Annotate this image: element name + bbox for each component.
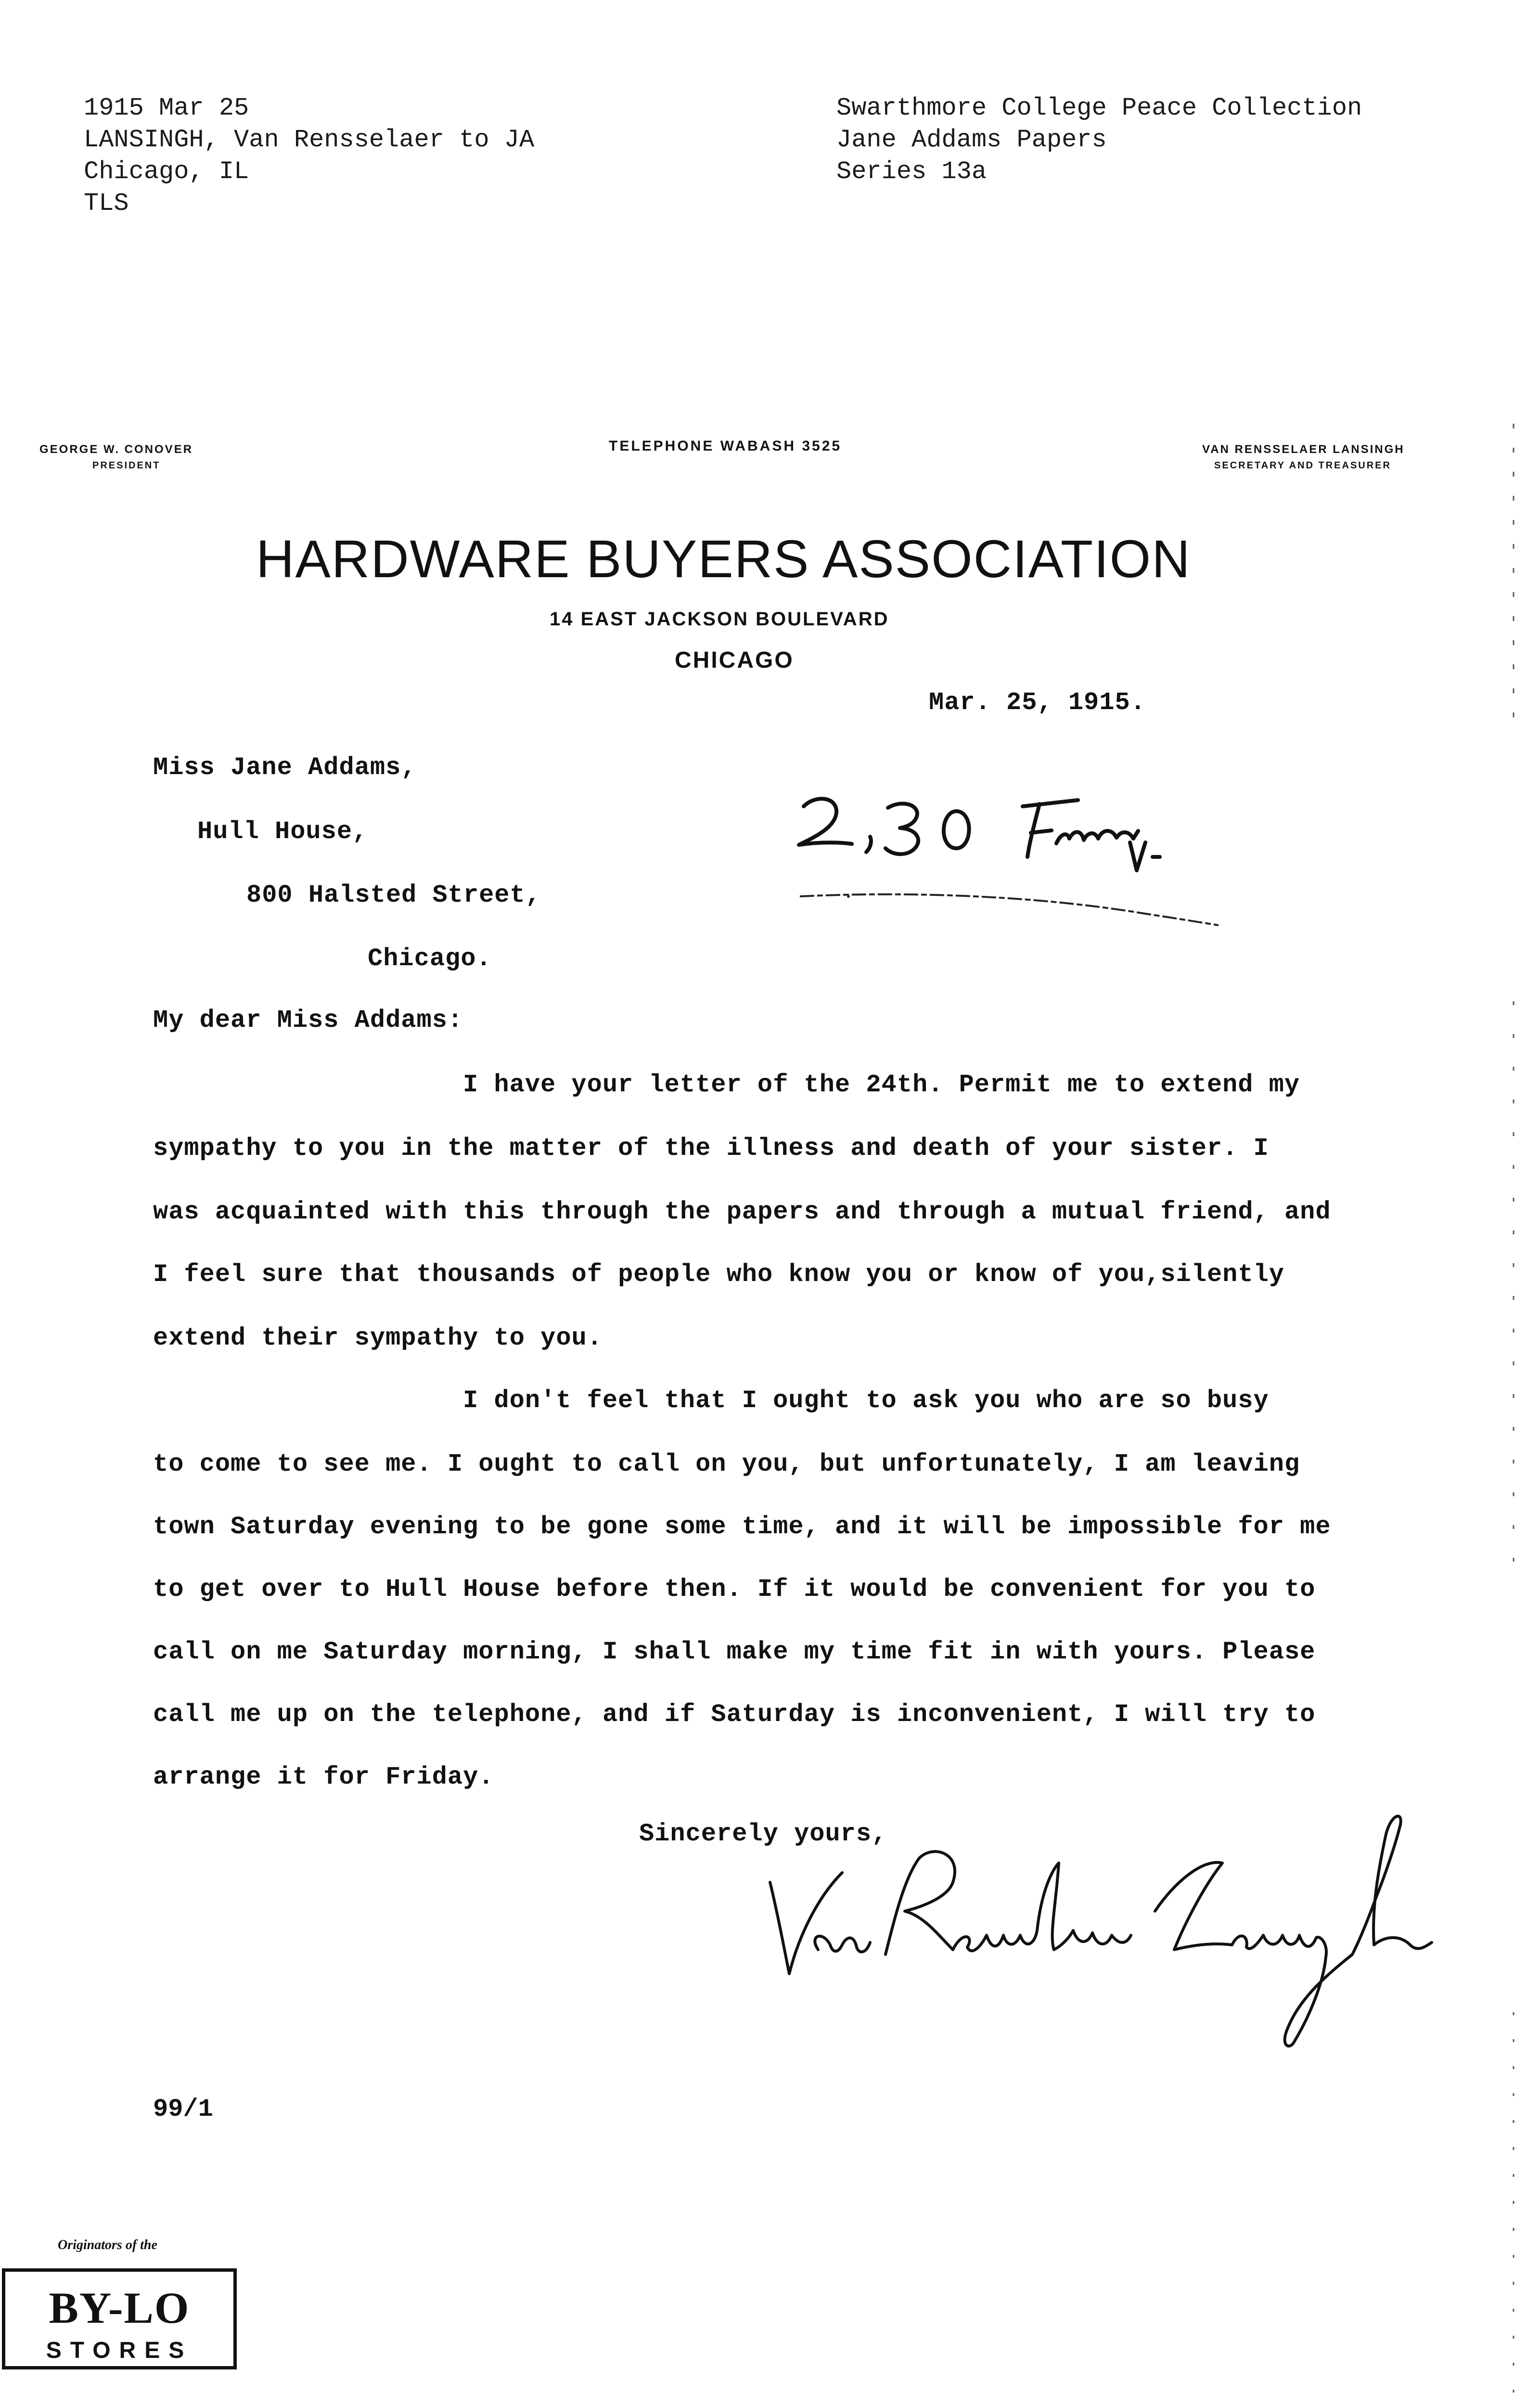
archive-date: 1915 Mar 25 xyxy=(84,94,249,122)
president-title: PRESIDENT xyxy=(92,460,161,471)
secretary-name: VAN RENSSELAER LANSINGH xyxy=(1202,443,1405,456)
organization-name: HARDWARE BUYERS ASSOCIATION xyxy=(256,530,1191,589)
salutation: My dear Miss Addams: xyxy=(153,1006,463,1035)
body-line-12: arrange it for Friday. xyxy=(153,1763,494,1791)
archive-doc-type: TLS xyxy=(84,189,129,218)
archive-series: Series 13a xyxy=(836,157,987,186)
president-name: GEORGE W. CONOVER xyxy=(39,443,193,456)
body-line-10: call on me Saturday morning, I shall make my time fit in with yours. Please xyxy=(153,1638,1316,1666)
handwritten-note xyxy=(780,785,1261,968)
logo-tagline: Originators of the xyxy=(58,2238,157,2252)
archive-collection: Swarthmore College Peace Collection xyxy=(836,94,1362,122)
archive-place: Chicago, IL xyxy=(84,157,249,186)
body-line-9: to get over to Hull House before then. If it would be convenient for you to xyxy=(153,1575,1316,1604)
archive-correspondents: LANSINGH, Van Rensselaer to JA xyxy=(84,126,535,154)
scan-margin-marks xyxy=(1502,424,1530,2407)
recipient-city: Chicago. xyxy=(368,945,492,973)
organization-address: 14 EAST JACKSON BOULEVARD xyxy=(550,608,889,630)
body-line-6: I don't feel that I ought to ask you who are so busy xyxy=(463,1386,1269,1415)
logo-line-1: BY-LO xyxy=(49,2283,190,2332)
secretary-title: SECRETARY AND TREASURER xyxy=(1214,460,1391,471)
handwritten-note-text xyxy=(799,799,801,800)
logo-line-2: STORES xyxy=(46,2338,193,2363)
body-line-7: to come to see me. I ought to call on you, but unfortunately, I am leaving xyxy=(153,1450,1300,1478)
body-line-2: sympathy to you in the matter of the illness and death of your sister. I xyxy=(153,1134,1269,1163)
closing: Sincerely yours, xyxy=(639,1820,887,1848)
body-line-4: I feel sure that thousands of people who know you or know of you,silently xyxy=(153,1260,1284,1289)
page-number: 99/1 xyxy=(153,2095,213,2123)
body-line-1: I have your letter of the 24th. Permit me to extend my xyxy=(463,1071,1300,1099)
recipient-street: 800 Halsted Street, xyxy=(246,881,541,909)
letter-date: Mar. 25, 1915. xyxy=(929,688,1146,717)
by-lo-stores-logo xyxy=(2,2268,237,2369)
telephone: TELEPHONE WABASH 3525 xyxy=(609,438,842,454)
archive-papers: Jane Addams Papers xyxy=(836,126,1107,154)
signature xyxy=(760,1791,1434,2060)
recipient-name: Miss Jane Addams, xyxy=(153,753,417,782)
body-line-8: town Saturday evening to be gone some time, and it will be impossible for me xyxy=(153,1513,1331,1541)
recipient-house: Hull House, xyxy=(197,817,368,846)
body-line-3: was acquainted with this through the papers and through a mutual friend, and xyxy=(153,1198,1331,1226)
body-line-5: extend their sympathy to you. xyxy=(153,1324,603,1352)
body-line-11: call me up on the telephone, and if Saturday is inconvenient, I will try to xyxy=(153,1700,1316,1729)
organization-city: CHICAGO xyxy=(675,647,794,673)
